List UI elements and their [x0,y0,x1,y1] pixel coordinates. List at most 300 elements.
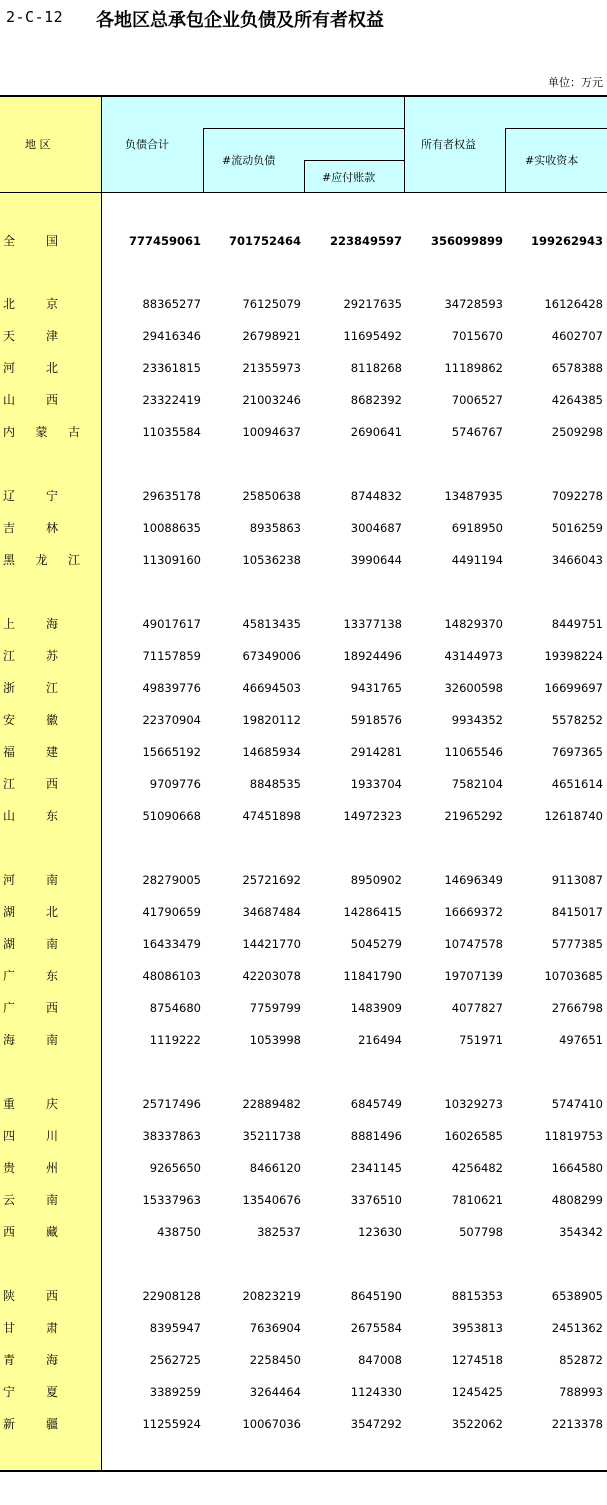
table-cell: 7582104 [451,777,503,791]
table-cell: 49017617 [142,617,201,631]
header-bottom-border [0,192,607,193]
table-cell: 1245425 [451,1385,503,1399]
table-cell: 22370904 [142,713,201,727]
table-cell: 3522062 [451,1417,503,1431]
region-name [0,1222,58,1242]
table-cell: 34728593 [444,297,503,311]
table-cell: 6538905 [551,1289,603,1303]
region-name [0,966,58,986]
table-cell: 23361815 [142,361,201,375]
table-cell: 28279005 [142,873,201,887]
region-name-char: 西 [45,1289,58,1303]
region-name-char: 林 [45,521,58,535]
table-cell: 8935863 [249,521,301,535]
region-name-char: 江 [3,649,16,663]
table-cell: 3466043 [551,553,603,567]
table-cell: 41790659 [142,905,201,919]
table-cell: 35211738 [242,1129,301,1143]
table-row [0,1222,607,1242]
table-cell: 42203078 [242,969,301,983]
region-name-char: 川 [45,1129,58,1143]
table-cell: 4808299 [551,1193,603,1207]
table-cell: 7759799 [249,1001,301,1015]
table-cell: 5746767 [451,425,503,439]
region-name [0,326,58,346]
table-cell: 438750 [157,1225,201,1239]
region-name [0,1094,58,1114]
table-cell: 1664580 [551,1161,603,1175]
region-name-char: 海 [45,1353,58,1367]
table-cell: 10094637 [242,425,301,439]
table-cell: 3264464 [249,1385,301,1399]
region-name-char: 湖 [3,905,16,919]
region-name-char: 宁 [3,1385,16,1399]
region-name [0,1350,58,1370]
table-cell: 15337963 [142,1193,201,1207]
table-cell: 8815353 [451,1289,503,1303]
region-name [0,294,58,314]
region-name [0,550,80,570]
region-name-char: 西 [45,777,58,791]
table-cell: 1483909 [350,1001,402,1015]
table-row [0,998,607,1018]
table-row [0,390,607,410]
table-cell: 1933704 [350,777,402,791]
table-cell: 6918950 [451,521,503,535]
region-name [0,1286,58,1306]
table-cell: 25850638 [242,489,301,503]
table-cell: 847008 [358,1353,402,1367]
table-row [0,1158,607,1178]
region-name-char: 海 [3,1033,16,1047]
table-cell: 14696349 [444,873,503,887]
region-name [0,231,58,251]
table-top-border [0,95,607,97]
region-name-char: 四 [3,1129,16,1143]
table-cell: 34687484 [242,905,301,919]
table-cell: 14286415 [343,905,402,919]
region-name-char: 西 [3,1225,16,1239]
table-row [0,422,607,442]
table-cell: 22889482 [242,1097,301,1111]
table-cell: 1274518 [451,1353,503,1367]
table-cell: 4256482 [451,1161,503,1175]
region-name-char: 全 [3,234,16,248]
table-cell: 11189862 [444,361,503,375]
table-cell: 5747410 [551,1097,603,1111]
table-cell: 8415017 [551,905,603,919]
table-number: 2-C-12 [6,8,64,26]
table-cell: 701752464 [228,234,301,248]
table-cell: 3376510 [350,1193,402,1207]
table-cell: 356099899 [430,234,503,248]
region-name [0,646,58,666]
column-divider [304,160,305,192]
header-current-liabilities: #流动负债 [222,154,276,167]
header-divider [304,160,404,161]
table-cell: 123630 [358,1225,402,1239]
table-cell: 354342 [559,1225,603,1239]
table-cell: 14685934 [242,745,301,759]
table-cell: 46694503 [242,681,301,695]
table-cell: 1124330 [350,1385,402,1399]
table-cell: 11065546 [444,745,503,759]
page-title: 各地区总承包企业负债及所有者权益 [96,10,384,31]
region-name-char: 古 [67,425,80,439]
table-cell: 3547292 [350,1417,402,1431]
table-cell: 3389259 [149,1385,201,1399]
table-row [0,1094,607,1114]
region-name-char: 藏 [45,1225,58,1239]
region-name-char: 西 [45,1001,58,1015]
table-cell: 51090668 [142,809,201,823]
table-cell: 223849597 [329,234,402,248]
region-name [0,998,58,1018]
region-name-char: 建 [45,745,58,759]
table-cell: 13540676 [242,1193,301,1207]
region-name-char: 青 [3,1353,16,1367]
header-paid-in-capital: #实收资本 [525,154,579,167]
region-name-char: 山 [3,809,16,823]
table-cell: 26798921 [242,329,301,343]
table-cell: 497651 [559,1033,603,1047]
region-name-char: 南 [45,873,58,887]
table-cell: 9431765 [350,681,402,695]
table-row [0,1350,607,1370]
region-name-char: 州 [45,1161,58,1175]
table-cell: 11841790 [343,969,402,983]
table-cell: 8449751 [551,617,603,631]
region-name [0,1414,58,1434]
table-cell: 8950902 [350,873,402,887]
region-name-char: 甘 [3,1321,16,1335]
table-cell: 788993 [559,1385,603,1399]
region-name-char: 南 [45,937,58,951]
table-cell: 49839776 [142,681,201,695]
table-cell: 23322419 [142,393,201,407]
region-name-char: 湖 [3,937,16,951]
table-cell: 2675584 [350,1321,402,1335]
table-cell: 6578388 [551,361,603,375]
table-row [0,1126,607,1146]
table-cell: 10329273 [444,1097,503,1111]
region-name-char: 吉 [3,521,16,535]
table-cell: 19820112 [242,713,301,727]
region-name-char: 东 [45,969,58,983]
table-cell: 4651614 [551,777,603,791]
region-name-char: 辽 [3,489,16,503]
table-row [0,1030,607,1050]
region-name [0,518,58,538]
region-name-char: 肃 [45,1321,58,1335]
region-name-char: 天 [3,329,16,343]
table-cell: 15665192 [142,745,201,759]
table-cell: 2341145 [350,1161,402,1175]
table-cell: 16669372 [444,905,503,919]
table-cell: 4491194 [451,553,503,567]
table-cell: 20823219 [242,1289,301,1303]
header-region: 地 区 [25,138,51,151]
region-name-char: 西 [45,393,58,407]
region-name-char: 南 [45,1033,58,1047]
table-cell: 29217635 [343,297,402,311]
table-cell: 2766798 [551,1001,603,1015]
table-cell: 13377138 [343,617,402,631]
table-cell: 2258450 [249,1353,301,1367]
table-cell: 45813435 [242,617,301,631]
region-name-char: 浙 [3,681,16,695]
region-name-char: 疆 [45,1417,58,1431]
header-owners-equity: 所有者权益 [421,138,476,151]
table-cell: 47451898 [242,809,301,823]
region-name-char: 徽 [45,713,58,727]
region-name-char: 黑 [3,553,16,567]
region-name-char: 福 [3,745,16,759]
table-cell: 10703685 [544,969,603,983]
region-name-char: 夏 [45,1385,58,1399]
table-row [0,1382,607,1402]
table-cell: 16699697 [544,681,603,695]
table-cell: 21355973 [242,361,301,375]
region-name [0,486,58,506]
table-cell: 4602707 [551,329,603,343]
table-cell: 5016259 [551,521,603,535]
table-cell: 29416346 [142,329,201,343]
table-cell: 7636904 [249,1321,301,1335]
table-cell: 18924496 [343,649,402,663]
table-cell: 22908128 [142,1289,201,1303]
table-cell: 507798 [459,1225,503,1239]
region-name-char: 江 [45,681,58,695]
region-name-char: 宁 [45,489,58,503]
table-row [0,870,607,890]
region-name [0,678,58,698]
table-row [0,518,607,538]
unit-label: 单位：万元 [548,76,603,89]
table-row [0,294,607,314]
table-cell: 11035584 [142,425,201,439]
table-cell: 11695492 [343,329,402,343]
region-name [0,710,58,730]
region-name-char: 江 [3,777,16,791]
table-cell: 19707139 [444,969,503,983]
table-cell: 29635178 [142,489,201,503]
header-total-liabilities: 负债合计 [125,138,169,151]
table-cell: 12618740 [544,809,603,823]
table-cell: 7006527 [451,393,503,407]
region-name [0,422,80,442]
region-name-char: 陕 [3,1289,16,1303]
table-cell: 8118268 [350,361,402,375]
table-row [0,614,607,634]
table-cell: 2451362 [551,1321,603,1335]
region-name-char: 重 [3,1097,16,1111]
table-cell: 9709776 [149,777,201,791]
table-row [0,646,607,666]
table-cell: 777459061 [128,234,201,248]
table-row [0,774,607,794]
table-cell: 2213378 [551,1417,603,1431]
table-cell: 8848535 [249,777,301,791]
region-name-char: 河 [3,361,16,375]
table-cell: 7697365 [551,745,603,759]
table-cell: 8754680 [149,1001,201,1015]
region-name [0,774,58,794]
table-cell: 2509298 [551,425,603,439]
table-cell: 8466120 [249,1161,301,1175]
table-cell: 10088635 [142,521,201,535]
region-name-char: 海 [45,617,58,631]
region-name-char: 北 [3,297,16,311]
region-name [0,390,58,410]
table-row [0,1414,607,1434]
region-name-char: 新 [3,1417,16,1431]
table-cell: 7092278 [551,489,603,503]
table-row [0,902,607,922]
region-name [0,742,58,762]
table-cell: 10536238 [242,553,301,567]
column-divider [404,97,405,192]
table-cell: 3004687 [350,521,402,535]
region-name [0,614,58,634]
region-name-char: 东 [45,809,58,823]
region-name [0,806,58,826]
table-row [0,710,607,730]
table-row [0,742,607,762]
region-name-char: 蒙 [35,425,48,439]
table-cell: 5918576 [350,713,402,727]
table-row [0,806,607,826]
table-cell: 2562725 [149,1353,201,1367]
table-cell: 4264385 [551,393,603,407]
table-cell: 14829370 [444,617,503,631]
table-cell: 6845749 [350,1097,402,1111]
table-cell: 67349006 [242,649,301,663]
table-row [0,326,607,346]
region-name-char: 庆 [45,1097,58,1111]
column-divider [505,128,506,192]
table-cell: 9113087 [551,873,603,887]
table-cell: 16433479 [142,937,201,951]
region-name [0,1158,58,1178]
region-name-char: 龙 [35,553,48,567]
table-cell: 8645190 [350,1289,402,1303]
table-cell: 11819753 [544,1129,603,1143]
region-name [0,1126,58,1146]
table-cell: 852872 [559,1353,603,1367]
table-cell: 382537 [257,1225,301,1239]
region-name [0,870,58,890]
table-cell: 76125079 [242,297,301,311]
region-name-char: 上 [3,617,16,631]
region-name [0,1382,58,1402]
region-name-char: 安 [3,713,16,727]
table-cell: 10747578 [444,937,503,951]
table-cell: 2914281 [350,745,402,759]
table-row [0,1286,607,1306]
table-cell: 3953813 [451,1321,503,1335]
table-row [0,550,607,570]
table-cell: 7015670 [451,329,503,343]
region-name [0,1190,58,1210]
region-name-char: 苏 [45,649,58,663]
region-name-char: 北 [45,361,58,375]
table-cell: 16026585 [444,1129,503,1143]
table-cell: 21965292 [444,809,503,823]
table-cell: 8881496 [350,1129,402,1143]
table-cell: 48086103 [142,969,201,983]
table-cell: 38337863 [142,1129,201,1143]
table-cell: 751971 [459,1033,503,1047]
table-cell: 4077827 [451,1001,503,1015]
region-name-char: 贵 [3,1161,16,1175]
region-name-char: 京 [45,297,58,311]
table-cell: 216494 [358,1033,402,1047]
table-cell: 71157859 [142,649,201,663]
table-cell: 11255924 [142,1417,201,1431]
region-name-char: 河 [3,873,16,887]
region-name [0,1030,58,1050]
table-cell: 25721692 [242,873,301,887]
region-name-char: 广 [3,1001,16,1015]
table-cell: 8395947 [149,1321,201,1335]
region-name-char: 云 [3,1193,16,1207]
table-cell: 1053998 [249,1033,301,1047]
table-cell: 43144973 [444,649,503,663]
table-row [0,1318,607,1338]
region-name-char: 江 [67,553,80,567]
region-name-char: 山 [3,393,16,407]
table-cell: 199262943 [530,234,603,248]
table-row [0,934,607,954]
column-divider [203,128,204,192]
table-cell: 5777385 [551,937,603,951]
table-row [0,358,607,378]
table-cell: 8744832 [350,489,402,503]
table-cell: 9265650 [149,1161,201,1175]
table-cell: 2690641 [350,425,402,439]
table-cell: 3990644 [350,553,402,567]
header-divider [203,128,404,129]
region-name-char: 北 [45,905,58,919]
region-name-char: 南 [45,1193,58,1207]
region-name [0,358,58,378]
table-cell: 1119222 [149,1033,201,1047]
table-cell: 7810621 [451,1193,503,1207]
table-cell: 5578252 [551,713,603,727]
region-name-char: 广 [3,969,16,983]
table-cell: 8682392 [350,393,402,407]
region-name-char: 内 [3,425,16,439]
table-row [0,486,607,506]
table-cell: 32600598 [444,681,503,695]
table-cell: 21003246 [242,393,301,407]
table-cell: 25717496 [142,1097,201,1111]
table-row [0,678,607,698]
region-name-char: 国 [45,234,58,248]
table-cell: 88365277 [142,297,201,311]
table-cell: 10067036 [242,1417,301,1431]
table-cell: 16126428 [544,297,603,311]
table-cell: 5045279 [350,937,402,951]
table-row [0,1190,607,1210]
table-cell: 13487935 [444,489,503,503]
table-cell: 11309160 [142,553,201,567]
region-name [0,1318,58,1338]
region-name [0,934,58,954]
region-name [0,902,58,922]
table-cell: 14972323 [343,809,402,823]
